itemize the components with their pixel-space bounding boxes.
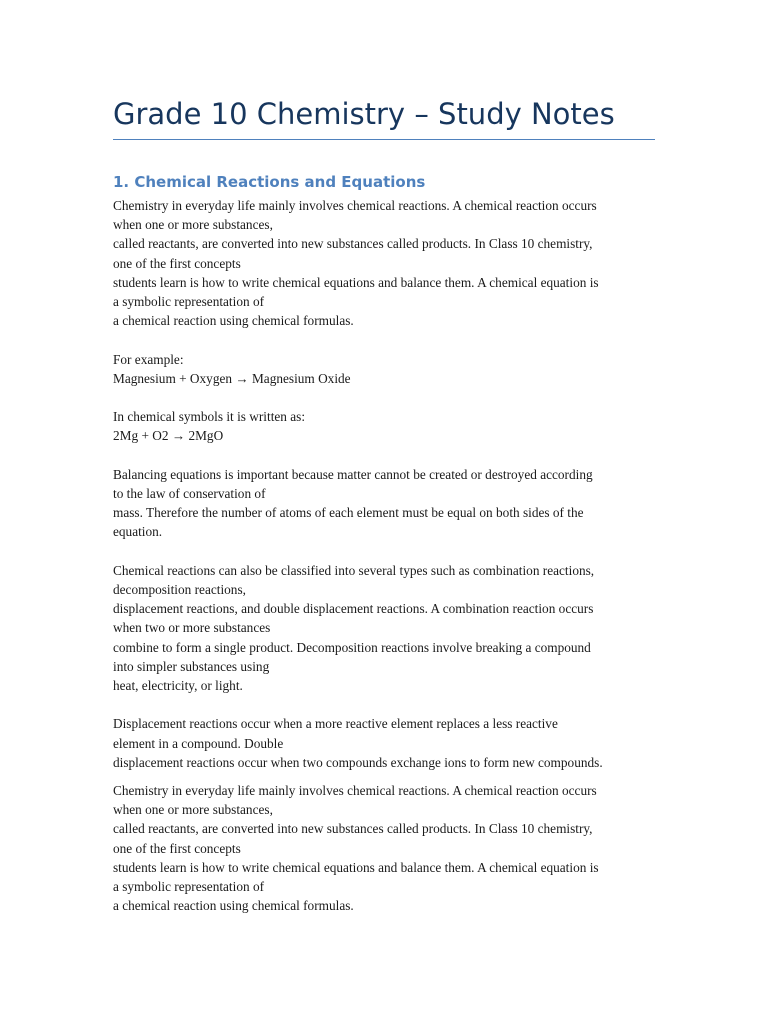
- paragraph-line: decomposition reactions,: [113, 582, 246, 597]
- paragraph-line: into simpler substances using: [113, 658, 270, 674]
- paragraph-line: a chemical reaction using chemical formulas.: [113, 898, 354, 914]
- paragraph-line: element in a compound. Double: [113, 735, 284, 751]
- paragraph-line: combine to form a single product. Decomposition reactions involve breaking a compound: [113, 639, 591, 655]
- paragraph-line: a chemical reaction using chemical formulas.: [113, 313, 354, 329]
- paragraph-line: a symbolic representation of: [113, 294, 265, 310]
- paragraph-line: called reactants, are converted into new substances called products. In Class 10 chemistry,: [113, 236, 593, 252]
- paragraph-line: a symbolic representation of: [113, 879, 265, 895]
- paragraph-line: mass. Therefore the number of atoms of each element must be equal on both sides of the: [113, 505, 584, 521]
- title-underline-rule: [113, 139, 655, 140]
- section-heading: 1. Chemical Reactions and Equations: [113, 173, 426, 191]
- paragraph-line: when two or more substances: [113, 620, 271, 636]
- body-paragraph: [113, 561, 658, 695]
- body-paragraph: [113, 196, 658, 330]
- paragraph-line: to the law of conservation of: [113, 486, 266, 501]
- paragraph-line: heat, electricity, or light.: [113, 678, 243, 694]
- paragraph-line: when one or more substances,: [113, 802, 273, 818]
- paragraph-line: Balancing equations is important because matter cannot be created or destroyed according: [113, 466, 593, 482]
- paragraph-line: equation.: [113, 524, 163, 540]
- paragraph-line: For example:: [113, 351, 184, 367]
- paragraph-line: displacement reactions occur when two compounds exchange ions to form new compounds.: [113, 754, 603, 770]
- body-paragraph: [113, 714, 658, 772]
- body-paragraph: [113, 465, 658, 542]
- paragraph-line: one of the first concepts: [113, 840, 241, 856]
- paragraph-line: students learn is how to write chemical equations and balance them. A chemical equation is: [113, 859, 599, 875]
- body-paragraph: [113, 781, 658, 915]
- body-paragraph: [113, 407, 658, 445]
- paragraph-line: Magnesium + Oxygen → Magnesium Oxide: [113, 370, 351, 386]
- paragraph-line: called reactants, are converted into new substances called products. In Class 10 chemistry,: [113, 821, 593, 837]
- paragraph-line: 2Mg + O2 → 2MgO: [113, 428, 224, 444]
- document-body: [113, 196, 658, 935]
- body-paragraph: [113, 350, 658, 388]
- document-title: Grade 10 Chemistry – Study Notes: [113, 97, 615, 131]
- paragraph-line: In chemical symbols it is written as:: [113, 409, 306, 425]
- paragraph-line: Chemical reactions can also be classified into several types such as combination reactions,: [113, 562, 595, 578]
- paragraph-line: Chemistry in everyday life mainly involves chemical reactions. A chemical reaction occurs: [113, 198, 597, 213]
- paragraph-line: Chemistry in everyday life mainly involves chemical reactions. A chemical reaction occurs: [113, 783, 597, 799]
- paragraph-line: displacement reactions, and double displacement reactions. A combination reaction occurs: [113, 601, 594, 617]
- paragraph-line: students learn is how to write chemical equations and balance them. A chemical equation is: [113, 274, 599, 290]
- paragraph-line: when one or more substances,: [113, 217, 273, 233]
- paragraph-line: Displacement reactions occur when a more reactive element replaces a less reactive: [113, 716, 558, 732]
- paragraph-line: one of the first concepts: [113, 255, 241, 271]
